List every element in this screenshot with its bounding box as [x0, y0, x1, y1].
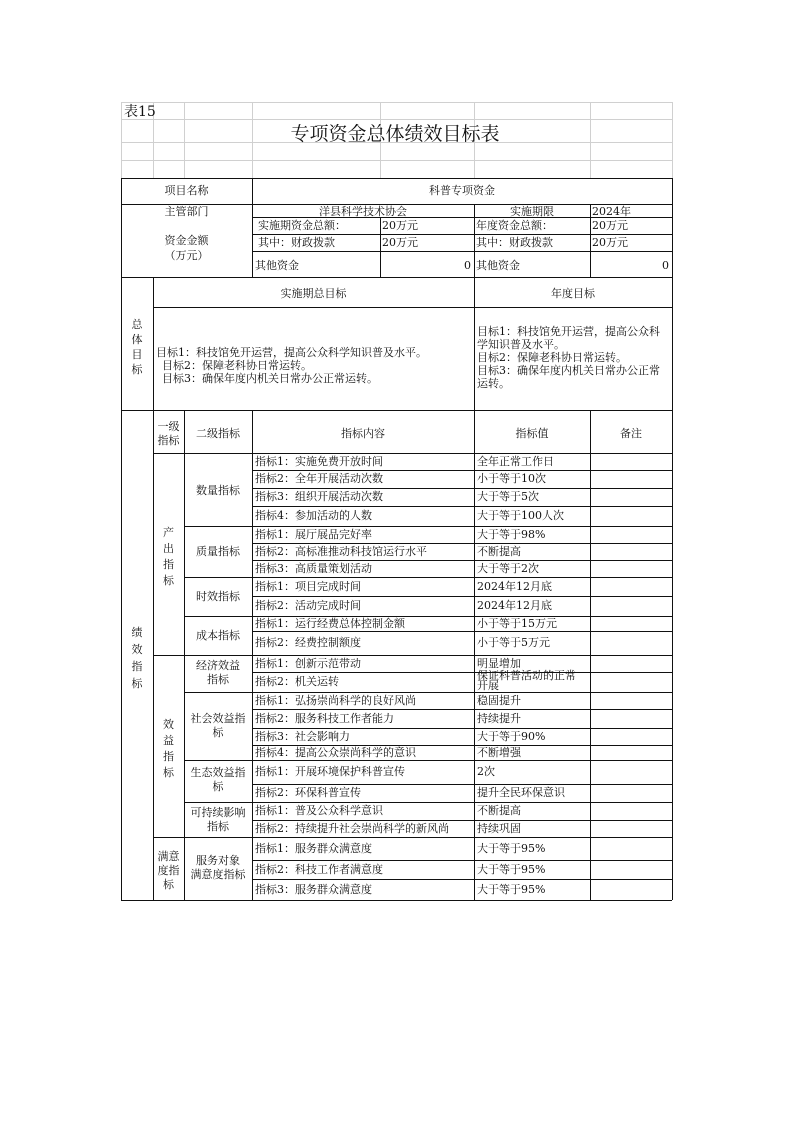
project-name: 科普专项资金: [429, 184, 495, 197]
indicator-value: 小于等于15万元: [477, 617, 557, 630]
l2-cost: 成本指标: [196, 629, 240, 642]
indicator-value: 明显增加: [477, 657, 521, 670]
fiscal-label-year: 其中：财政拨款: [476, 236, 553, 249]
table-border: [184, 577, 252, 578]
l2-eco: 生态效益指: [190, 766, 246, 779]
indicator-value: 小于等于5万元: [477, 636, 550, 649]
indicator-value: 大于等于5次: [477, 490, 539, 503]
indicator-content: 指标1：开展环境保护科普宣传: [255, 765, 405, 778]
table-number: 表15: [124, 104, 156, 120]
indicator-content: 指标3：社会影响力: [255, 730, 350, 743]
table-border: [153, 307, 672, 308]
indicator-content: 指标3：高质量策划活动: [255, 562, 372, 575]
l2-sustain: 指标: [207, 820, 229, 833]
table-border: [252, 728, 672, 729]
table-border: [252, 655, 672, 656]
indicator-value: 大于等于95%: [477, 863, 546, 876]
l2-economic: 指标: [207, 673, 229, 686]
l1-header: 指标: [157, 434, 180, 447]
l1-satisfaction-char: 满意: [157, 850, 180, 863]
indicator-content: 指标1：服务群众满意度: [255, 842, 372, 855]
table-border: [252, 802, 672, 803]
table-border: [252, 560, 672, 561]
table-border: [252, 709, 672, 710]
l2-eco: 标: [212, 780, 224, 793]
indicator-content: 指标2：机关运转: [255, 675, 339, 688]
table-border: [252, 506, 672, 507]
indicator-content: 指标2：经费控制额度: [255, 636, 361, 649]
table-border: [153, 453, 184, 454]
grid-line: [672, 102, 673, 178]
total-period-label: 实施期资金总额：: [258, 219, 346, 232]
table-border: [672, 410, 673, 900]
funds-unit: （万元）: [164, 249, 209, 262]
goals-side-char: 总: [131, 318, 143, 331]
l1-output-char: 出: [163, 542, 174, 555]
table-border: [184, 760, 252, 761]
other-funds-label-year: 其他资金: [476, 259, 520, 272]
table-border: [121, 178, 672, 179]
table-border: [252, 760, 672, 761]
indicator-content: 指标2：高标准推动科技馆运行水平: [255, 545, 427, 558]
l2-social: 标: [212, 726, 224, 739]
indicator-value: 大于等于98%: [477, 528, 546, 541]
indicator-value: 持续巩固: [477, 822, 521, 835]
l2-header: 二级指标: [196, 427, 240, 440]
table-border: [474, 410, 475, 900]
indicator-content: 指标1：弘扬崇尚科学的良好风尚: [255, 694, 416, 707]
dept-label: 主管部门: [164, 205, 209, 218]
period-goal-line: 目标2：保障老科协日常运转。: [162, 359, 312, 372]
table-border: [252, 543, 672, 544]
table-border: [252, 596, 672, 597]
indicator-value: 全年正常工作日: [477, 455, 554, 468]
table-border: [121, 277, 672, 278]
performance-side-char: 效: [131, 643, 143, 656]
table-border: [184, 453, 252, 454]
total-year-label: 年度资金总额：: [476, 219, 553, 232]
funds-label: 资金金额: [164, 234, 209, 247]
table-border: [184, 692, 252, 693]
table-border: [252, 410, 253, 900]
goals-side-char: 体: [131, 333, 143, 346]
table-border: [672, 178, 673, 277]
indicator-content: 指标1：项目完成时间: [255, 580, 361, 593]
indicator-value: 大于等于90%: [477, 730, 546, 743]
table-border: [153, 410, 154, 900]
total-period-value: 20万元: [382, 219, 418, 232]
indicator-content: 指标2：全年开展活动次数: [255, 472, 383, 485]
table-border: [184, 526, 252, 527]
table-border: [252, 577, 672, 578]
indicator-value: 大于等于95%: [477, 883, 546, 896]
year-goal-line: 运转。: [477, 377, 510, 390]
year-goal-header: 年度目标: [551, 287, 595, 300]
indicator-content: 指标4：参加活动的人数: [255, 509, 372, 522]
fiscal-period-value: 20万元: [382, 236, 418, 249]
indicator-value: 不断增强: [477, 746, 521, 759]
indicator-value: 不断提高: [477, 545, 521, 558]
table-border: [252, 837, 672, 838]
table-border: [590, 410, 591, 900]
other-year-value: 0: [662, 259, 669, 272]
l2-sustain: 可持续影响: [190, 806, 246, 819]
table-border: [184, 616, 252, 617]
table-border: [252, 860, 672, 861]
period-value: 2024年: [592, 205, 631, 218]
l1-output-char: 产: [163, 526, 174, 539]
table-border: [252, 453, 672, 454]
table-border: [252, 470, 672, 471]
l2-service: 满意度指标: [190, 868, 246, 881]
indicator-content: 指标2：科技工作者满意度: [255, 863, 383, 876]
indicator-value: 提升全民环保意识: [477, 786, 565, 799]
l2-service: 服务对象: [196, 854, 240, 867]
fiscal-label: 其中：财政拨款: [258, 236, 335, 249]
l1-benefit-char: 效: [163, 718, 174, 731]
indicator-value: 不断提高: [477, 804, 521, 817]
goals-side-char: 标: [131, 363, 143, 376]
indicator-value: 开展: [477, 679, 499, 692]
year-goal-line: 学知识普及水平。: [477, 338, 565, 351]
performance-side-char: 标: [131, 677, 143, 690]
goals-side-char: 目: [131, 348, 143, 361]
total-year-value: 20万元: [592, 219, 628, 232]
l2-time: 时效指标: [196, 590, 240, 603]
table-border: [252, 631, 672, 632]
indicator-content: 指标1：实施免费开放时间: [255, 455, 383, 468]
indicator-content: 指标2：持续提升社会崇尚科学的新风尚: [255, 822, 449, 835]
table-border: [252, 526, 672, 527]
indicator-value: 稳固提升: [477, 694, 521, 707]
table-border: [184, 837, 252, 838]
l1-benefit-char: 指: [163, 750, 174, 763]
indicator-content: 指标1：运行经费总体控制金额: [255, 617, 405, 630]
indicator-value: 小于等于10次: [477, 472, 546, 485]
l1-output-char: 标: [163, 574, 174, 587]
table-border: [252, 488, 672, 489]
l2-quantity: 数量指标: [196, 484, 240, 497]
indicator-value: 2次: [477, 765, 495, 778]
grid-line: [121, 102, 122, 178]
l1-satisfaction-char: 度指: [157, 864, 180, 877]
l1-benefit-char: 益: [163, 734, 174, 747]
indicator-content: 指标3：服务群众满意度: [255, 883, 372, 896]
table-border: [121, 900, 672, 901]
indicator-content: 指标3：组织开展活动次数: [255, 490, 383, 503]
indicator-value: 大于等于2次: [477, 562, 539, 575]
table-border: [252, 251, 672, 252]
indicator-value: 持续提升: [477, 712, 521, 725]
performance-side-char: 指: [131, 660, 143, 673]
content-header: 指标内容: [341, 427, 385, 440]
l2-social: 社会效益指: [190, 712, 246, 725]
dept-value: 洋县科学技术协会: [319, 205, 407, 218]
table-border: [153, 655, 184, 656]
period-goal-line: 目标3：确保年度内机关日常办公正常运转。: [162, 372, 378, 385]
l1-header: 一级: [157, 420, 180, 433]
table-border: [184, 655, 252, 656]
indicator-value: 大于等于100人次: [477, 509, 564, 522]
indicator-value: 大于等于95%: [477, 842, 546, 855]
indicator-value: 保证科普活动的正常: [477, 669, 576, 682]
indicator-content: 指标2：活动完成时间: [255, 599, 361, 612]
period-label: 实施期限: [510, 205, 554, 218]
period-goal-line: 目标1：科技馆免开运营，提高公众科学知识普及水平。: [156, 346, 427, 359]
table-border: [672, 277, 673, 410]
form-title: 专项资金总体绩效目标表: [290, 123, 500, 145]
l2-quality: 质量指标: [196, 545, 240, 558]
table-border: [252, 234, 672, 235]
indicator-content: 指标1：创新示范带动: [255, 657, 361, 670]
project-name-label: 项目名称: [164, 184, 209, 197]
indicator-content: 指标2：服务科技工作者能力: [255, 712, 394, 725]
l1-benefit-char: 标: [163, 766, 174, 779]
value-header: 指标值: [515, 427, 549, 440]
l1-output-char: 指: [163, 558, 174, 571]
table-border: [252, 879, 672, 880]
table-border: [252, 672, 672, 673]
other-funds-label: 其他资金: [255, 259, 299, 272]
indicator-value: 2024年12月底: [477, 580, 552, 593]
table-border: [153, 837, 184, 838]
l1-satisfaction-char: 标: [163, 878, 174, 891]
table-border: [252, 784, 672, 785]
year-goal-line: 目标1：科技馆免开运营，提高公众科: [477, 325, 660, 338]
indicator-content: 指标2：环保科普宣传: [255, 786, 361, 799]
note-header: 备注: [620, 427, 642, 440]
fiscal-year-value: 20万元: [592, 236, 628, 249]
l2-economic: 经济效益: [196, 659, 240, 672]
year-goal-line: 目标2：保障老科协日常运转。: [477, 351, 627, 364]
performance-side-char: 绩: [131, 626, 143, 639]
indicator-content: 指标1：普及公众科学意识: [255, 804, 383, 817]
table-border: [184, 802, 252, 803]
indicator-content: 指标1：展厅展品完好率: [255, 528, 372, 541]
table-border: [252, 820, 672, 821]
year-goal-line: 目标3：确保年度内机关日常办公正常: [477, 364, 660, 377]
period-goal-header: 实施期总目标: [280, 287, 347, 300]
other-period-value: 0: [464, 259, 471, 272]
indicator-content: 指标4：提高公众崇尚科学的意识: [255, 746, 416, 759]
indicator-value: 2024年12月底: [477, 599, 552, 612]
table-border: [252, 692, 672, 693]
